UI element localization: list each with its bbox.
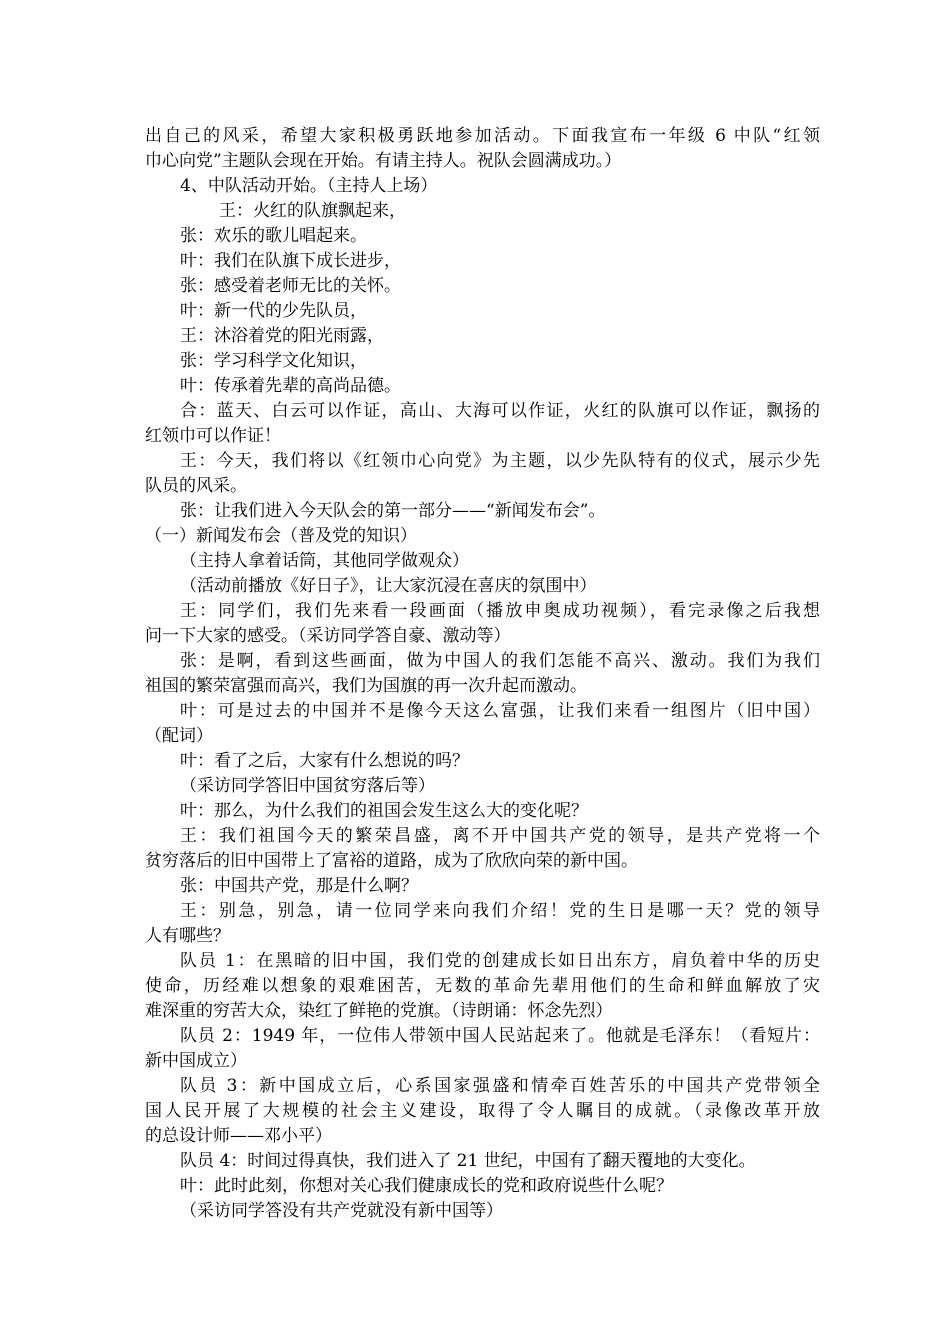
dialogue-line: （配词） bbox=[145, 726, 213, 746]
dialogue-line: 叶：新一代的少先队员， bbox=[180, 301, 367, 321]
dialogue-line: 新中国成立） bbox=[145, 1051, 247, 1071]
dialogue-line: 人有哪些？ bbox=[145, 926, 230, 946]
dialogue-line: 叶：那么，为什么我们的祖国会发生这么大的变化呢？ bbox=[180, 801, 588, 821]
dialogue-line: 国人民开展了大规模的社会主义建设，取得了令人瞩目的成就。（录像改革开放 bbox=[145, 1101, 820, 1121]
dialogue-line: 王：我们祖国今天的繁荣昌盛，离不开中国共产党的领导，是共产党将一个 bbox=[180, 826, 820, 846]
dialogue-line: 叶：此时此刻，你想对关心我们健康成长的党和政府说些什么呢？ bbox=[180, 1176, 673, 1196]
dialogue-line: 张：让我们进入今天队会的第一部分——“新闻发布会”。 bbox=[180, 501, 606, 521]
dialogue-line: 队员的风采。 bbox=[145, 476, 247, 496]
stage-direction: （采访同学答没有共产党就没有新中国等） bbox=[180, 1201, 503, 1221]
dialogue-line: 王：沐浴着党的阳光雨露， bbox=[180, 326, 384, 346]
stage-direction: （活动前播放《好日子》，让大家沉浸在喜庆的氛围中） bbox=[180, 576, 597, 596]
dialogue-line: 队员 2：1949 年，一位伟人带领中国人民站起来了。他就是毛泽东！（看短片： bbox=[180, 1026, 820, 1046]
stage-direction: （主持人拿着话筒，其他同学做观众） bbox=[180, 551, 469, 571]
dialogue-line: 张：感受着老师无比的关怀。 bbox=[180, 276, 401, 296]
dialogue-line: 使命，历经难以想象的艰难困苦，无数的革命先辈用他们的生命和鲜血解放了灾 bbox=[145, 976, 820, 996]
dialogue-line: 王：火红的队旗飘起来， bbox=[219, 201, 406, 221]
dialogue-line: 祖国的繁荣富强而高兴，我们为国旗的再一次升起而激动。 bbox=[145, 676, 587, 696]
dialogue-line: 王：别急，别急，请一位同学来向我们介绍！党的生日是哪一天？党的领导 bbox=[180, 901, 820, 921]
dialogue-line: 张：中国共产党，那是什么啊？ bbox=[180, 876, 418, 896]
dialogue-line: 叶：我们在队旗下成长进步， bbox=[180, 251, 401, 271]
dialogue-line: 叶：传承着先辈的高尚品德。 bbox=[180, 376, 401, 396]
dialogue-line: 队员 1：在黑暗的旧中国，我们党的创建成长如日出东方，肩负着中华的历史 bbox=[180, 951, 820, 971]
dialogue-line: 队员 4：时间过得真快，我们进入了 21 世纪，中国有了翻天覆地的大变化。 bbox=[180, 1151, 756, 1171]
section-heading: （一）新闻发布会（普及党的知识） bbox=[145, 526, 417, 546]
dialogue-line: 叶：看了之后，大家有什么想说的吗？ bbox=[180, 751, 469, 771]
dialogue-line: 王：今天，我们将以《红领巾心向党》为主题，以少先队特有的仪式，展示少先 bbox=[180, 451, 820, 471]
stage-direction: （采访同学答旧中国贫穷落后等） bbox=[180, 776, 435, 796]
dialogue-line: 问一下大家的感受。（采访同学答自豪、激动等） bbox=[145, 626, 511, 646]
dialogue-line: 队员 3：新中国成立后，心系国家强盛和情牵百姓苦乐的中国共产党带领全 bbox=[180, 1076, 820, 1096]
dialogue-line: 张：学习科学文化知识， bbox=[180, 351, 367, 371]
dialogue-line: 的总设计师——邓小平） bbox=[145, 1126, 332, 1146]
dialogue-line: 叶：可是过去的中国并不是像今天这么富强，让我们来看一组图片（旧中国） bbox=[180, 701, 820, 721]
dialogue-line: 贫穷落后的旧中国带上了富裕的道路，成为了欣欣向荣的新中国。 bbox=[145, 851, 638, 871]
dialogue-line: 难深重的穷苦大众，染红了鲜艳的党旗。（诗朗诵：怀念先烈） bbox=[145, 1001, 613, 1021]
dialogue-line: 合：蓝天、白云可以作证，高山、大海可以作证，火红的队旗可以作证，飘扬的 bbox=[180, 401, 820, 421]
paragraph-line: 巾心向党”主题队会现在开始。有请主持人。祝队会圆满成功。） bbox=[145, 151, 622, 171]
dialogue-line: 张：是啊，看到这些画面，做为中国人的我们怎能不高兴、激动。我们为我们 bbox=[180, 651, 820, 671]
paragraph-line: 4、中队活动开始。（主持人上场） bbox=[180, 176, 438, 196]
dialogue-line: 王：同学们，我们先来看一段画面（播放申奥成功视频），看完录像之后我想 bbox=[180, 601, 820, 621]
paragraph-line: 出自己的风采，希望大家积极勇跃地参加活动。下面我宣布一年级 6 中队“红领 bbox=[145, 126, 820, 146]
dialogue-line: 红领巾可以作证！ bbox=[145, 426, 281, 446]
dialogue-line: 张：欢乐的歌儿唱起来。 bbox=[180, 226, 367, 246]
